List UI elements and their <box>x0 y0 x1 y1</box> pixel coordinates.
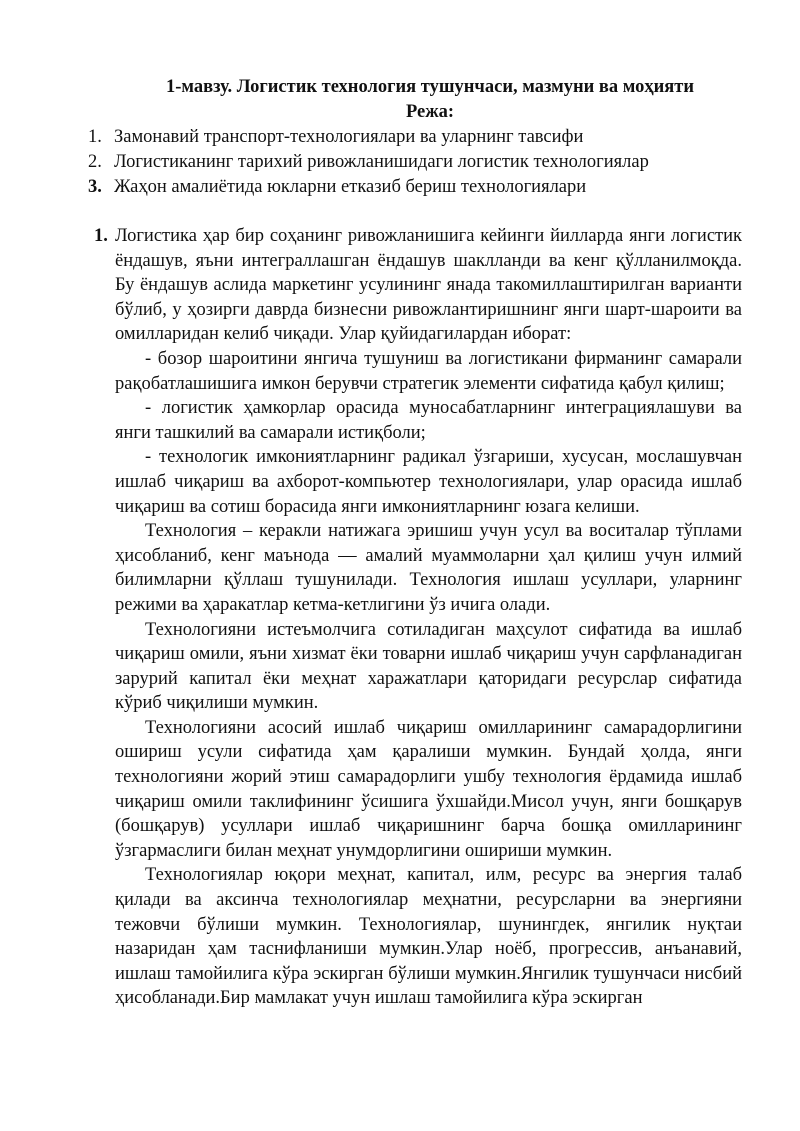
plan-item-number: 2. <box>88 152 102 172</box>
paragraph: Технологияни истеъмолчига сотиладиган маҳсулот сифатида ва ишлаб чиқариш омили, яъни хизмат ёки товарни ишлаб чиқариш учун сарфланадиган зарурий капитал ёки меҳнат харажатлари қаторидаги ресурслар сифатида кўриб чиқилиши мумкин. <box>115 619 742 714</box>
page-title: 1-мавзу. Логистик технология тушунчаси, мазмуни ва моҳияти <box>165 77 695 97</box>
plan-item-text: Логистиканинг тарихий ривожланишидаги логистик технологиялар <box>114 152 649 172</box>
plan-item-3 <box>88 175 586 199</box>
list-item-dash: - логистик ҳамкорлар орасида муносабатларнинг интеграциялашуви ва янги ташкилий ва самарали истиқболи; <box>115 398 742 443</box>
plan-heading: Режа: <box>405 102 455 122</box>
paragraph: Технологиялар юқори меҳнат, капитал, илм, ресурс ва энергия талаб қилади ва аксинча технологиялар меҳнатни, ресурсларни ва энергияни тежовчи бўлиши мумкин. Технологиялар, шунингдек, янгилик нуқтаи назаридан ҳам таснифланиши мумкин.Улар ноёб, прогрессив, анъанавий, ишлаш тамойилига кўра эскирган бўлиши мумкин.Янгилик тушунчаси нисбий ҳисобланади.Бир мамлакат учун ишлаш тамойилига кўра эскирган <box>115 865 742 1009</box>
paragraph-intro: Логистика ҳар бир соҳанинг ривожланишига кейинги йилларда янги логистик ёндашув, яъни интеграллашган ёндашув шаклланди ва кенг қўлланилмоқда. Бу ёндашув аслида маркетинг усулининг янада такомиллаштирилган варианти бўлиб, у ҳозирги даврда бизнесни ривожлантиришнинг янги шарт-шароити ва омилларидан келиб чиқади. Улар қуйидагилардан иборат: <box>115 226 742 345</box>
plan-item-number: 3. <box>88 177 102 197</box>
body-text <box>115 224 742 1011</box>
list-item-dash: - технологик имкониятларнинг радикал ўзгариши, хусусан, мослашувчан ишлаб чиқариш ва ахборот-компьютер технологиялари, улар орасида ишлаб чиқариш ва сотиш борасида янги имкониятларнинг юзага келиши. <box>115 447 742 517</box>
paragraph: Технологияни асосий ишлаб чиқариш омилларининг самарадорлигини ошириш усули сифатида ҳам қаралиши мумкин. Бундай ҳолда, янги технологияни жорий этиш самарадорлиги ушбу технология ёрдамида ишлаб чиқариш омили таклифининг ўсишига ўхшайди.Мисол учун, янги бошқарув (бошқарув) усуллари ишлаб чиқаришнинг барча бошқа омилларининг ўзгармаслиги билан меҳнат унумдорлигини ошириши мумкин. <box>115 717 742 861</box>
list-item-dash: - бозор шароитини янгича тушуниш ва логистикани фирманинг самарали рақобатлашишига имкон берувчи стратегик элементи сифатида қабул қилиш; <box>115 348 742 394</box>
plan-item-number: 1. <box>88 127 102 147</box>
section-number: 1. <box>94 226 108 246</box>
paragraph: Технология – керакли натижага эришиш учун усул ва воситалар тўплами ҳисобланиб, кенг маънода — амалий муаммоларни ҳал қилиш учун илмий билимларни қўллаш тушунилади. Технология ишлаш усуллари, уларнинг режими ва ҳаракатлар кетма-кетлигини ўз ичига олади. <box>115 521 742 615</box>
plan-item-2 <box>88 150 649 174</box>
plan-item-text: Замонавий транспорт-технологиялари ва уларнинг тавсифи <box>114 127 584 147</box>
plan-item-1 <box>88 125 583 149</box>
plan-item-text: Жаҳон амалиётида юкларни етказиб бериш технологиялари <box>114 177 587 197</box>
